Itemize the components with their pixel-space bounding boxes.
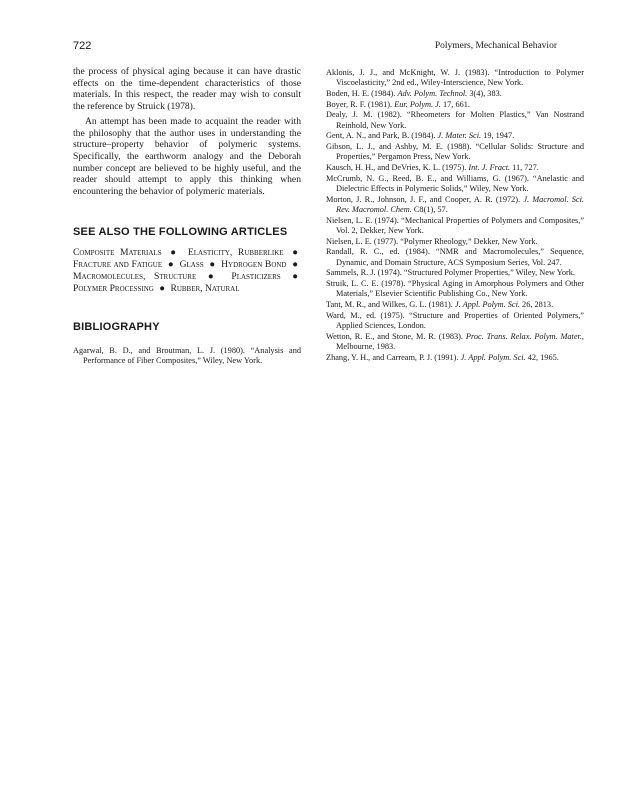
reference-text: McCrumb, N. G., Reed, B. E., and Williams, G. (1967). “Anelastic and Dielectric Effects in Polymeric Solids,” Wiley, New York. — [326, 173, 584, 193]
running-head: Polymers, Mechanical Behavior — [434, 41, 557, 51]
reference-entry — [326, 237, 584, 247]
reference-entry — [326, 247, 584, 268]
reference-entry — [326, 268, 584, 278]
see-also-link[interactable]: Polymer Processing — [73, 282, 154, 294]
see-also-list — [73, 247, 301, 295]
reference-text: Wetton, R. E., and Stone, M. R. (1983). — [326, 331, 466, 341]
bibliography-right-column — [326, 68, 584, 363]
reference-text: Ward, M., ed. (1975). “Structure and Properties of Oriented Polymers,” Applied Sciences, London. — [326, 310, 584, 330]
bibliography-left — [73, 346, 301, 367]
reference-volume: , Melbourne, 1983. — [336, 331, 584, 351]
bullet-separator: ● — [170, 246, 180, 258]
reference-entry — [326, 68, 584, 89]
reference-text: Morton, J. R., Johnson, J. F., and Cooper, A. R. (1972). — [326, 194, 524, 204]
reference-entry — [326, 131, 584, 141]
see-also-heading: SEE ALSO THE FOLLOWING ARTICLES — [73, 225, 288, 238]
bullet-separator: ● — [167, 258, 174, 270]
reference-text: Dealy, J. M. (1982). “Rheometers for Molten Plastics,” Van Nostrand Reinhold, New York. — [326, 110, 584, 130]
reference-text: Struik, L. C. E. (1978). “Physical Aging in Amorphous Polymers and Other Materials,” Elsevier Scientific Publishing Co., New York. — [326, 279, 584, 299]
reference-entry — [326, 110, 584, 131]
reference-volume: 17, 661. — [440, 99, 470, 109]
reference-entry — [326, 216, 584, 237]
reference-journal: Eur. Polym. J. — [394, 99, 441, 109]
reference-entry — [73, 346, 301, 367]
reference-text: Sammels, R. J. (1974). “Structured Polymer Properties,” Wiley, New York. — [326, 268, 576, 278]
body-paragraph: An attempt has been made to acquaint the reader with the philosophy that the author uses in understanding the structure–property behavior of polymeric systems. Specifically, the earthworm analogy and the Deborah number concept are believed to be highly useful, and the reader should attempt to apply this thinking when encountering the behavior of polymeric materials. — [73, 115, 301, 198]
reference-entry — [326, 174, 584, 195]
reference-entry — [326, 332, 584, 353]
reference-journal: Adv. Polym. Technol. — [397, 88, 468, 98]
reference-text: Gibson, L. J., and Ashby, M. E. (1988). “Cellular Solids: Structure and Properties,” Pergamon Press, New York. — [326, 142, 584, 162]
reference-entry — [326, 89, 584, 99]
left-column — [73, 66, 301, 367]
see-also-link[interactable]: Glass — [179, 258, 204, 270]
reference-journal: J. Mater. Sci. — [437, 131, 482, 141]
bullet-separator: ● — [292, 270, 299, 282]
bullet-separator: ● — [292, 258, 298, 270]
reference-entry — [326, 311, 584, 332]
reference-volume: C8(1), 57. — [411, 204, 448, 214]
reference-text: Tant, M. R., and Wilkes, G. L. (1981). — [326, 300, 455, 309]
reference-text: Kausch, H. H., and DeVries, K. L. (1975). — [326, 163, 469, 173]
see-also-link[interactable]: Composite Materials — [73, 246, 162, 258]
see-also-link[interactable]: Elasticity, Rubberlike — [187, 246, 284, 258]
reference-journal: J. Macromol. Sci. Rev. Macromol. Chem. — [336, 194, 584, 214]
bullet-separator: ● — [209, 258, 216, 270]
reference-entry — [326, 163, 584, 173]
reference-entry — [326, 142, 584, 163]
body-paragraph: the process of physical aging because it can have drastic effects on the time-dependent characteristics of those materials. In this respect, the reader may wish to consult the reference by Struick (1978). — [73, 66, 301, 113]
reference-volume: 3(4), 383. — [467, 88, 502, 98]
see-also-link[interactable]: Fracture and Fatigue — [73, 258, 163, 270]
reference-text: Zhang, Y. H., and Carream, P. J. (1991). — [326, 352, 461, 362]
reference-journal: Int. J. Fract. — [468, 163, 511, 173]
reference-journal: J. Appl. Polym. Sci. — [454, 300, 520, 309]
page-header — [73, 40, 557, 54]
reference-entry — [326, 279, 584, 300]
bullet-separator: ● — [292, 246, 299, 258]
reference-text: Boden, H. E. (1984). — [326, 88, 398, 98]
reference-journal: Proc. Trans. Relax. Polym. Mater. — [465, 331, 582, 341]
reference-text: Nielsen, L. E. (1977). “Polymer Rheology,” Dekker, New York. — [326, 236, 538, 246]
bullet-separator: ● — [207, 270, 220, 282]
reference-text: Boyer, R. F. (1981). — [326, 99, 395, 109]
see-also-link[interactable]: Hydrogen Bond — [221, 258, 287, 270]
reference-text: Randall, R. C., ed. (1984). “NMR and Macromolecules,” Sequence, Dynamic, and Domain Structure, ACS Symposium Series, Vol. 247. — [326, 247, 584, 267]
reference-volume: 42, 1965. — [525, 352, 559, 362]
reference-entry — [326, 300, 584, 310]
bullet-separator: ● — [159, 282, 166, 294]
reference-text: Gent, A. N., and Park, B. (1984). — [326, 131, 438, 141]
reference-text: Nielsen, L. E. (1974). “Mechanical Properties of Polymers and Composites,” Vol. 2, Dekker, New York. — [326, 215, 584, 235]
bibliography-heading: BIBLIOGRAPHY — [73, 320, 160, 333]
reference-entry — [326, 100, 584, 110]
reference-journal: J. Appl. Polym. Sci. — [460, 352, 526, 362]
reference-entry — [326, 353, 584, 363]
reference-volume: 26, 2813. — [519, 300, 554, 309]
page-number: 722 — [73, 40, 92, 52]
reference-text: Aklonis, J. J., and McKnight, W. J. (1983). “Introduction to Polymer Viscoelasticity,” 2nd ed., Wiley-Interscience, New York. — [326, 68, 584, 88]
see-also-link[interactable]: Macromolecules, Structure — [73, 270, 197, 282]
reference-volume: 11, 727. — [510, 163, 539, 173]
reference-volume: 19, 1947. — [481, 131, 515, 141]
reference-text: Agarwal, B. D., and Broutman, L. J. (1980). “Analysis and Performance of Fiber Composites,” Wiley, New York. — [73, 345, 301, 366]
see-also-link[interactable]: Rubber, Natural — [170, 282, 240, 294]
reference-entry — [326, 195, 584, 216]
see-also-link[interactable]: Plasticizers — [231, 270, 281, 282]
